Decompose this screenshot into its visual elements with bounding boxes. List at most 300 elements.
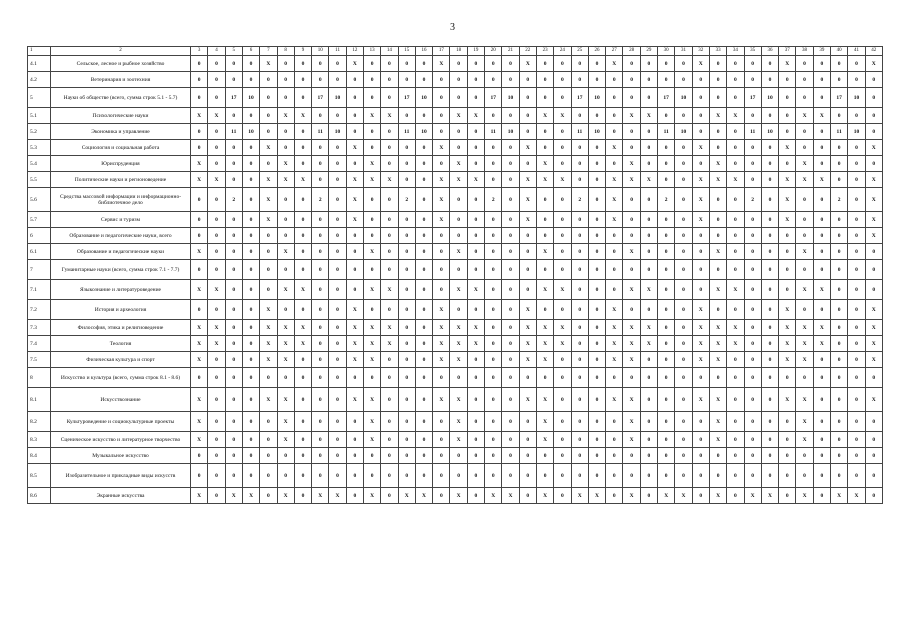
table-cell: X	[606, 300, 623, 320]
table-cell: 0	[502, 228, 519, 244]
table-cell: 0	[813, 72, 830, 88]
table-cell: 0	[208, 140, 225, 156]
table-cell: X	[709, 432, 726, 448]
table-cell: 17	[658, 88, 675, 108]
table-cell: 0	[831, 336, 848, 352]
table-cell: 0	[779, 368, 796, 388]
table-cell: 0	[208, 72, 225, 88]
table-cell: X	[536, 108, 553, 124]
table-cell: 0	[675, 280, 692, 300]
table-cell: 0	[294, 124, 311, 140]
table-cell: X	[727, 108, 744, 124]
table-cell: 0	[312, 228, 329, 244]
table-cell: 0	[398, 228, 415, 244]
table-cell: 0	[329, 448, 346, 464]
table-cell: X	[260, 140, 277, 156]
table-cell: 0	[398, 172, 415, 188]
table-cell: X	[346, 320, 363, 336]
table-cell: 0	[485, 388, 502, 412]
table-cell: 0	[761, 56, 778, 72]
table-cell: 0	[554, 300, 571, 320]
table-cell: 11	[831, 124, 848, 140]
table-cell: X	[623, 412, 640, 432]
table-cell: X	[433, 212, 450, 228]
table-cell: 0	[831, 280, 848, 300]
table-cell: X	[191, 280, 208, 300]
table-cell: 17	[312, 88, 329, 108]
table-cell: 0	[519, 228, 536, 244]
table-cell: 0	[554, 260, 571, 280]
column-number: 27	[606, 47, 623, 56]
table-cell: 0	[363, 260, 380, 280]
table-cell: 0	[294, 228, 311, 244]
table-cell: X	[796, 388, 813, 412]
table-cell: 10	[415, 124, 432, 140]
table-cell: 0	[675, 336, 692, 352]
table-cell: 0	[363, 124, 380, 140]
column-number: 34	[727, 47, 744, 56]
table-cell: X	[346, 336, 363, 352]
table-cell: X	[796, 156, 813, 172]
table-cell: 0	[485, 172, 502, 188]
row-name: Сельское, лесное и рыбное хозяйство	[51, 56, 191, 72]
table-cell: X	[363, 352, 380, 368]
table-cell: 0	[329, 140, 346, 156]
table-cell: 0	[277, 448, 294, 464]
table-cell: 0	[502, 72, 519, 88]
table-cell: 0	[571, 56, 588, 72]
table-cell: 0	[709, 448, 726, 464]
table-cell: 0	[191, 448, 208, 464]
table-cell: X	[277, 172, 294, 188]
table-cell: 0	[415, 432, 432, 448]
table-cell: 0	[571, 336, 588, 352]
table-cell: 0	[502, 412, 519, 432]
table-cell: 0	[381, 188, 398, 212]
table-cell: 11	[485, 124, 502, 140]
table-cell: X	[554, 336, 571, 352]
table-cell: 0	[312, 432, 329, 448]
table-cell: 0	[208, 228, 225, 244]
table-cell: X	[640, 108, 657, 124]
row-name: Искусство и культура (всего, сумма строк 8.1 - 8.6)	[51, 368, 191, 388]
table-cell: 0	[467, 56, 484, 72]
table-cell: 0	[450, 140, 467, 156]
table-cell: 0	[519, 260, 536, 280]
table-cell: 0	[623, 124, 640, 140]
table-cell: 0	[398, 412, 415, 432]
table-cell: 0	[260, 368, 277, 388]
table-cell: X	[191, 336, 208, 352]
table-cell: 0	[761, 448, 778, 464]
table-cell: X	[865, 172, 882, 188]
table-cell: 17	[744, 88, 761, 108]
table-cell: 0	[485, 352, 502, 368]
table-cell: 0	[225, 228, 242, 244]
table-cell: 0	[796, 124, 813, 140]
table-row	[28, 412, 883, 432]
table-cell: 0	[831, 72, 848, 88]
table-cell: 0	[658, 300, 675, 320]
table-cell: 0	[848, 156, 865, 172]
table-cell: X	[709, 280, 726, 300]
table-cell: 0	[554, 156, 571, 172]
table-cell: 0	[260, 464, 277, 488]
table-cell: 0	[813, 228, 830, 244]
table-cell: 0	[260, 108, 277, 124]
table-cell: 0	[312, 300, 329, 320]
table-cell: 0	[813, 212, 830, 228]
table-cell: 0	[692, 464, 709, 488]
table-cell: X	[536, 172, 553, 188]
table-cell: 0	[398, 388, 415, 412]
table-cell: 0	[848, 320, 865, 336]
table-cell: 2	[831, 188, 848, 212]
table-cell: 0	[796, 300, 813, 320]
table-cell: 0	[329, 244, 346, 260]
table-cell: 0	[485, 448, 502, 464]
table-cell: 0	[294, 300, 311, 320]
table-cell: 10	[761, 124, 778, 140]
table-cell: 0	[709, 72, 726, 88]
table-cell: 0	[312, 244, 329, 260]
table-cell: 0	[329, 320, 346, 336]
table-cell: 11	[312, 124, 329, 140]
table-cell: 0	[848, 244, 865, 260]
table-cell: 0	[260, 280, 277, 300]
table-cell: X	[208, 108, 225, 124]
table-cell: X	[623, 336, 640, 352]
table-cell: 0	[692, 280, 709, 300]
table-cell: 0	[606, 244, 623, 260]
table-cell: X	[346, 352, 363, 368]
table-cell: 0	[242, 412, 259, 432]
table-cell: 0	[208, 188, 225, 212]
table-cell: 0	[363, 228, 380, 244]
table-cell: 0	[467, 88, 484, 108]
table-cell: 0	[294, 368, 311, 388]
table-cell: X	[692, 172, 709, 188]
table-cell: 0	[433, 432, 450, 448]
table-cell: X	[779, 336, 796, 352]
table-cell: X	[709, 172, 726, 188]
table-row	[28, 320, 883, 336]
table-cell: 0	[640, 432, 657, 448]
table-cell: 0	[813, 368, 830, 388]
table-cell: 0	[502, 140, 519, 156]
table-cell: X	[277, 352, 294, 368]
table-cell: 0	[658, 336, 675, 352]
table-cell: 0	[727, 188, 744, 212]
table-cell: X	[208, 320, 225, 336]
table-cell: 0	[744, 352, 761, 368]
table-cell: 0	[208, 412, 225, 432]
table-cell: 0	[571, 432, 588, 448]
table-cell: 0	[346, 464, 363, 488]
table-cell: 0	[588, 368, 605, 388]
table-cell: 0	[329, 352, 346, 368]
table-cell: X	[675, 488, 692, 504]
table-cell: X	[260, 388, 277, 412]
table-cell: 0	[312, 56, 329, 72]
table-cell: 0	[658, 140, 675, 156]
table-cell: 0	[554, 72, 571, 88]
table-cell: X	[277, 488, 294, 504]
table-cell: 0	[692, 124, 709, 140]
table-cell: X	[450, 488, 467, 504]
row-number: 7.4	[28, 336, 51, 352]
column-number: 19	[467, 47, 484, 56]
table-cell: 0	[588, 448, 605, 464]
table-cell: 0	[433, 412, 450, 432]
table-cell: 0	[606, 156, 623, 172]
table-cell: 0	[848, 448, 865, 464]
table-cell: 0	[831, 228, 848, 244]
table-cell: 0	[242, 336, 259, 352]
table-cell: 0	[519, 412, 536, 432]
table-cell: X	[536, 352, 553, 368]
table-cell: 11	[658, 124, 675, 140]
table-cell: 0	[848, 140, 865, 156]
table-cell: 0	[727, 124, 744, 140]
table-cell: 0	[502, 368, 519, 388]
table-cell: 0	[571, 352, 588, 368]
table-cell: 0	[225, 140, 242, 156]
table-cell: X	[260, 320, 277, 336]
column-number: 5	[225, 47, 242, 56]
table-cell: X	[796, 172, 813, 188]
row-name: Политические науки и регионоведение	[51, 172, 191, 188]
table-cell: X	[813, 280, 830, 300]
table-cell: 0	[191, 188, 208, 212]
table-cell: X	[796, 412, 813, 432]
table-cell: 0	[536, 368, 553, 388]
table-cell: 0	[675, 156, 692, 172]
table-cell: X	[692, 300, 709, 320]
table-cell: X	[727, 172, 744, 188]
row-number: 8.3	[28, 432, 51, 448]
table-cell: 0	[346, 488, 363, 504]
table-cell: 0	[571, 320, 588, 336]
table-cell: 0	[312, 368, 329, 388]
table-cell: 0	[692, 72, 709, 88]
table-cell: 0	[796, 448, 813, 464]
table-cell: 0	[294, 156, 311, 172]
table-row	[28, 280, 883, 300]
column-number: 14	[381, 47, 398, 56]
table-cell: X	[709, 488, 726, 504]
table-cell: 0	[485, 156, 502, 172]
table-cell: 0	[346, 156, 363, 172]
table-cell: 0	[658, 260, 675, 280]
table-cell: 0	[744, 72, 761, 88]
table-cell: X	[536, 388, 553, 412]
table-row	[28, 388, 883, 412]
table-cell: 0	[519, 464, 536, 488]
table-cell: 0	[848, 412, 865, 432]
table-cell: 0	[225, 244, 242, 260]
table-cell: X	[554, 320, 571, 336]
table-cell: X	[450, 388, 467, 412]
table-cell: X	[208, 280, 225, 300]
table-cell: 0	[727, 412, 744, 432]
table-cell: 0	[502, 188, 519, 212]
table-cell: 0	[208, 88, 225, 108]
table-cell: 0	[813, 464, 830, 488]
column-number: 38	[796, 47, 813, 56]
table-cell: 0	[502, 388, 519, 412]
table-cell: 0	[329, 300, 346, 320]
table-cell: 0	[744, 464, 761, 488]
table-cell: 0	[225, 260, 242, 280]
table-cell: X	[606, 140, 623, 156]
table-cell: 0	[208, 124, 225, 140]
table-cell: 0	[813, 156, 830, 172]
table-cell: X	[536, 336, 553, 352]
table-cell: 0	[225, 156, 242, 172]
table-cell: 0	[363, 188, 380, 212]
table-cell: 0	[588, 140, 605, 156]
table-row	[28, 140, 883, 156]
table-cell: X	[519, 212, 536, 228]
table-cell: X	[208, 336, 225, 352]
table-cell: 0	[536, 140, 553, 156]
table-cell: 0	[796, 464, 813, 488]
table-cell: 0	[588, 300, 605, 320]
table-cell: 0	[433, 244, 450, 260]
table-cell: X	[191, 352, 208, 368]
table-cell: 0	[588, 388, 605, 412]
table-cell: 0	[519, 244, 536, 260]
table-cell: 0	[242, 280, 259, 300]
table-row	[28, 368, 883, 388]
table-cell: X	[191, 172, 208, 188]
table-cell: 0	[208, 352, 225, 368]
table-cell: 0	[831, 352, 848, 368]
table-cell: 0	[415, 140, 432, 156]
table-cell: X	[519, 336, 536, 352]
table-cell: X	[433, 336, 450, 352]
table-cell: 0	[191, 72, 208, 88]
page-number: 3	[450, 22, 455, 33]
table-cell: 0	[381, 448, 398, 464]
table-cell: 0	[502, 336, 519, 352]
column-number: 13	[363, 47, 380, 56]
table-cell: X	[536, 280, 553, 300]
table-cell: 0	[675, 432, 692, 448]
table-cell: 10	[588, 124, 605, 140]
table-cell: 0	[571, 108, 588, 124]
table-cell: 0	[813, 432, 830, 448]
row-number: 6	[28, 228, 51, 244]
table-cell: 0	[606, 448, 623, 464]
row-number: 5.4	[28, 156, 51, 172]
table-cell: 0	[727, 432, 744, 448]
table-cell: X	[363, 156, 380, 172]
table-cell: X	[813, 336, 830, 352]
column-number: 26	[588, 47, 605, 56]
table-cell: 0	[329, 156, 346, 172]
table-cell: 0	[779, 448, 796, 464]
table-cell: 0	[191, 88, 208, 108]
table-cell: 0	[554, 412, 571, 432]
table-cell: 0	[277, 464, 294, 488]
table-cell: 0	[588, 336, 605, 352]
table-cell: 10	[415, 88, 432, 108]
table-cell: 0	[588, 172, 605, 188]
table-cell: 0	[744, 300, 761, 320]
table-cell: 2	[225, 188, 242, 212]
table-cell: 0	[381, 140, 398, 156]
table-cell: 0	[588, 260, 605, 280]
table-cell: 0	[485, 336, 502, 352]
table-cell: 0	[640, 388, 657, 412]
table-cell: 0	[571, 388, 588, 412]
table-cell: 0	[485, 260, 502, 280]
table-cell: 0	[536, 88, 553, 108]
table-cell: 0	[208, 156, 225, 172]
table-cell: X	[623, 388, 640, 412]
table-cell: 10	[588, 88, 605, 108]
table-cell: 0	[208, 300, 225, 320]
table-cell: 0	[588, 156, 605, 172]
table-cell: 0	[779, 488, 796, 504]
table-cell: X	[692, 388, 709, 412]
table-cell: 0	[761, 320, 778, 336]
column-number: 30	[658, 47, 675, 56]
table-cell: 0	[294, 488, 311, 504]
row-name: Средства массовой информации и информационно-библиотечное дело	[51, 188, 191, 212]
table-cell: X	[796, 488, 813, 504]
table-cell: 0	[744, 260, 761, 280]
row-name: Философия, этика и религиоведение	[51, 320, 191, 336]
table-cell: 0	[709, 228, 726, 244]
table-cell: 0	[294, 188, 311, 212]
column-number: 35	[744, 47, 761, 56]
table-cell: X	[519, 188, 536, 212]
table-cell: 0	[658, 72, 675, 88]
table-cell: X	[467, 108, 484, 124]
table-cell: 0	[450, 72, 467, 88]
table-cell: 0	[242, 320, 259, 336]
table-cell: 0	[329, 108, 346, 124]
table-cell: 0	[415, 188, 432, 212]
table-cell: X	[467, 336, 484, 352]
table-cell: 0	[415, 336, 432, 352]
table-cell: 0	[865, 448, 882, 464]
table-cell: X	[709, 320, 726, 336]
table-cell: 0	[381, 56, 398, 72]
table-cell: 0	[329, 432, 346, 448]
table-cell: 0	[225, 300, 242, 320]
table-cell: X	[709, 336, 726, 352]
table-cell: 0	[692, 228, 709, 244]
table-cell: 0	[312, 72, 329, 88]
table-cell: 0	[398, 72, 415, 88]
table-cell: 0	[415, 212, 432, 228]
table-cell: 0	[848, 280, 865, 300]
table-cell: 0	[848, 464, 865, 488]
table-cell: 0	[744, 172, 761, 188]
table-cell: X	[623, 172, 640, 188]
table-cell: 0	[779, 260, 796, 280]
row-number: 5.7	[28, 212, 51, 228]
table-cell: 0	[242, 108, 259, 124]
table-cell: 0	[831, 260, 848, 280]
table-cell: 0	[381, 88, 398, 108]
table-cell: 0	[761, 188, 778, 212]
table-cell: 0	[796, 228, 813, 244]
